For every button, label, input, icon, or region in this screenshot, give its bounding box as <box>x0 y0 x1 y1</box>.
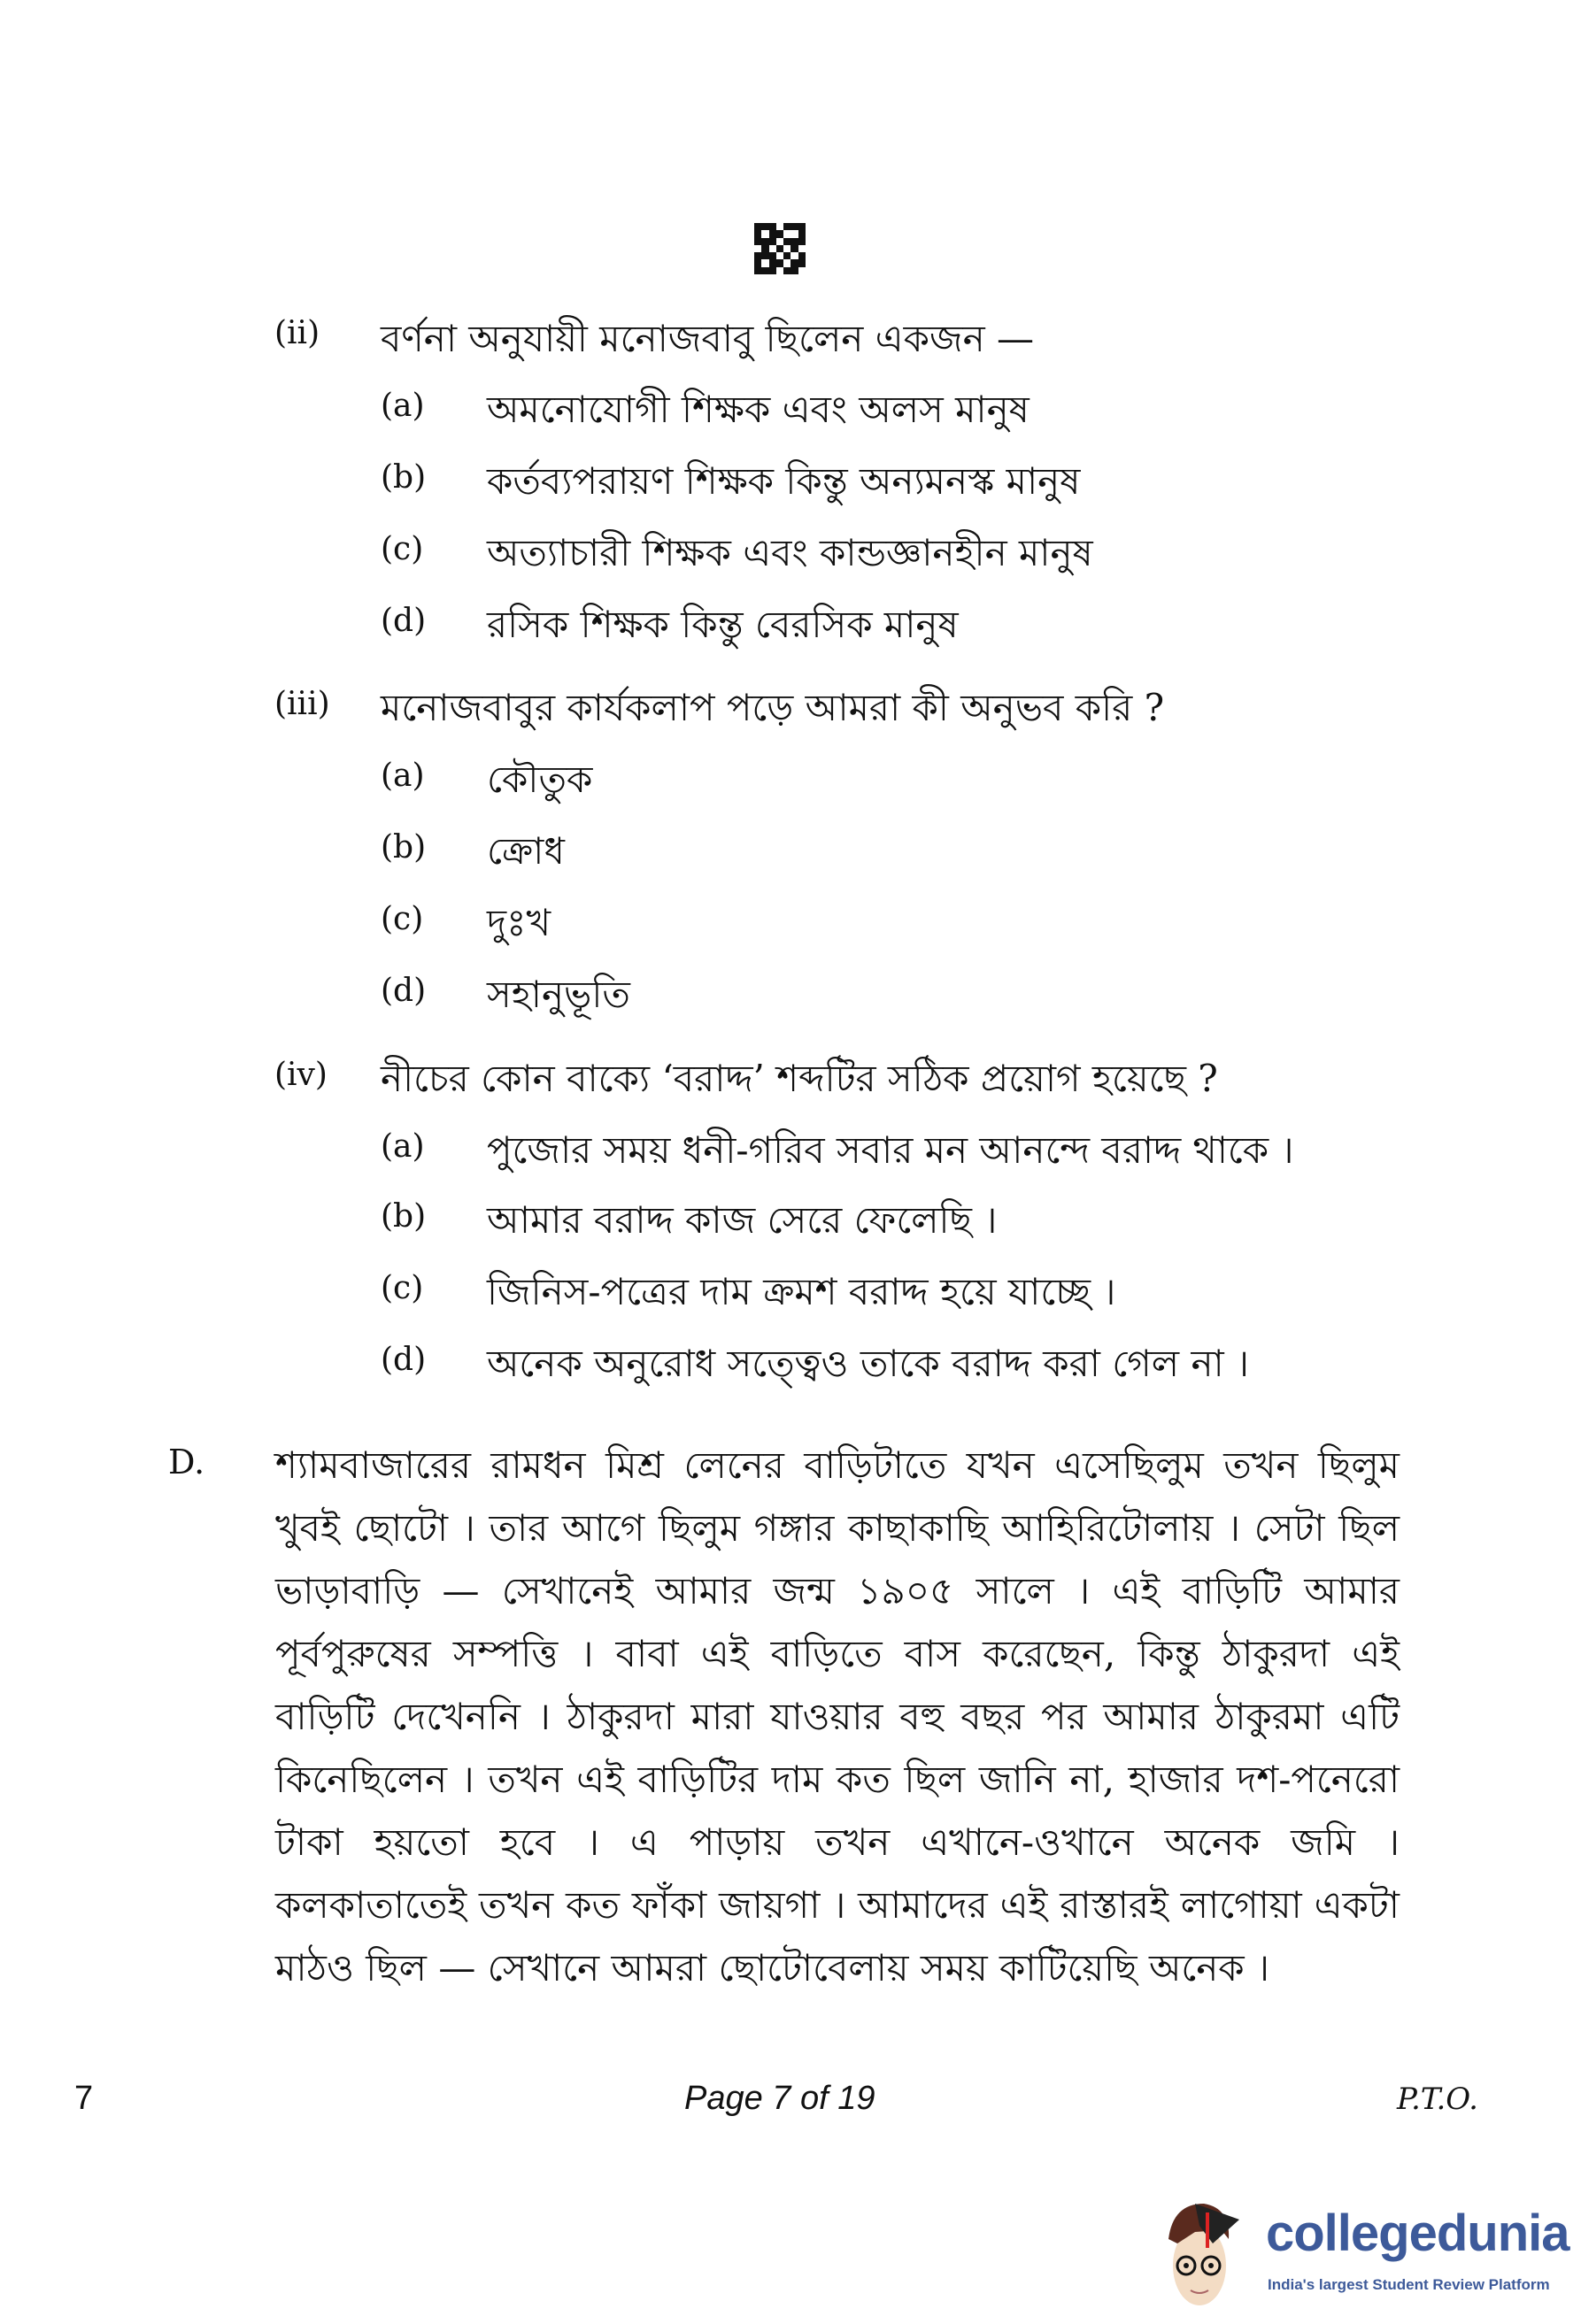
option-text: অমনোযোগী শিক্ষক এবং অলস মানুষ <box>487 388 1030 431</box>
option-label: (d) <box>381 1342 427 1378</box>
question-number: (ii) <box>274 315 320 351</box>
option-text: আমার বরাদ্দ কাজ সেরে ফেলেছি । <box>487 1198 998 1242</box>
option-text: রসিক শিক্ষক কিন্তু বেরসিক মানুষ <box>487 603 959 646</box>
option-label: (b) <box>381 1198 427 1235</box>
question-number: (iii) <box>274 686 330 722</box>
question-number: (iv) <box>274 1057 328 1093</box>
passage-text: শ্যামবাজারের রামধন মিশ্র লেনের বাড়িটাতে যখন এসেছিলুম তখন ছিলুম খুবই ছোটো । তার আগে ছিলুম গঙ্গার কাছাকাছি আহিরিটোলায় । সেটা ছিল ভাড়াবাড়ি — সেখানেই আমার জন্ম ১৯০৫ সালে । এই বাড়িটি আমার পূর্বপুরুষের সম্পত্তি । বাবা এই বাড়িতে বাস করেছেন, কিন্তু ঠাকুরদা এই বাড়িটি দেখেননি । ঠাকুরদা মারা যাওয়ার বহু বছর পর আমার ঠাকুরমা এটি কিনেছিলেন । তখন এই বাড়িটির দাম কত ছিল জানি না, হাজার দশ-পনেরো টাকা হয়তো হবে । এ পাড়ায় তখন এখানে-ওখানে অনেক জমি । কলকাতাতেই তখন কত ফাঁকা জায়গা । আমাদের এই রাস্তারই লাগোয়া একটা মাঠও ছিল — সেখানে আমরা ছোটোবেলায় সময় কাটিয়েছি অনেক । <box>275 1443 1400 1989</box>
option-text: পুজোর সময় ধনী-গরিব সবার মন আনন্দে বরাদ্দ থাকে । <box>487 1128 1294 1172</box>
option-text: সহানুভূতি <box>487 973 630 1016</box>
option-text: কৌতুক <box>487 758 593 801</box>
option-label: (b) <box>381 459 427 496</box>
option-text: কর্তব্যপরায়ণ শিক্ষক কিন্তু অন্যমনস্ক মানুষ <box>487 459 1081 503</box>
option-label: (c) <box>381 901 424 937</box>
question-text: মনোজবাবুর কার্যকলাপ পড়ে আমরা কী অনুভব করি ? <box>381 686 1165 729</box>
option-text: ক্রোধ <box>487 829 565 873</box>
mascot-icon <box>1160 2177 1257 2319</box>
option-label: (c) <box>381 531 424 567</box>
option-label: (a) <box>381 388 425 424</box>
page-number: Page 7 of 19 <box>684 2080 875 2117</box>
question-text: বর্ণনা অনুযায়ী মনোজবাবু ছিলেন একজন — <box>381 317 1034 360</box>
option-label: (a) <box>381 1128 425 1165</box>
option-text: অনেক অনুরোধ সত্ত্বেও তাকে বরাদ্দ করা গেল না । <box>487 1342 1250 1385</box>
brand-name: collegedunia <box>1266 2205 1569 2262</box>
option-label: (d) <box>381 973 427 1009</box>
option-label: (d) <box>381 603 427 639</box>
section-label: D. <box>168 1443 205 1481</box>
page-code: 7 <box>74 2080 94 2117</box>
option-text: অত্যাচারী শিক্ষক এবং কান্ডজ্ঞানহীন মানুষ <box>487 531 1093 574</box>
collegedunia-logo <box>1160 2177 1567 2319</box>
option-label: (b) <box>381 829 427 866</box>
option-label: (a) <box>381 758 425 794</box>
option-text: জিনিস-পত্রের দাম ক্রমশ বরাদ্দ হয়ে যাচ্ছে । <box>487 1270 1116 1313</box>
qr-code <box>754 223 806 274</box>
option-label: (c) <box>381 1270 424 1306</box>
brand-tagline: India's largest Student Review Platform <box>1268 2276 1550 2293</box>
option-text: দুঃখ <box>487 901 551 944</box>
pto-label: P.T.O. <box>1397 2082 1478 2117</box>
question-text: নীচের কোন বাক্যে ‘বরাদ্দ’ শব্দটির সঠিক প্রয়োগ হয়েছে ? <box>381 1057 1218 1100</box>
